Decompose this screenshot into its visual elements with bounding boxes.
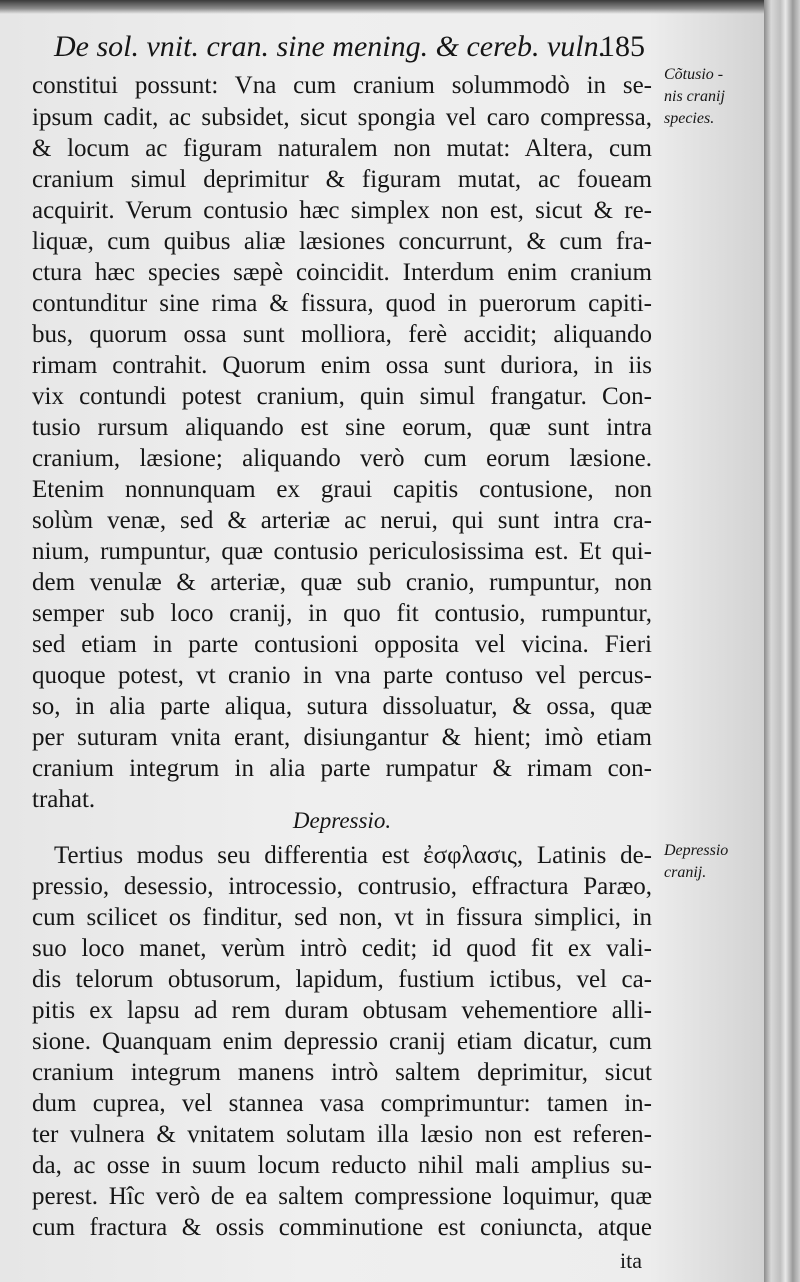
text-line: cranium, læsione; aliquando verò cum eorum læsione.: [32, 445, 652, 472]
text-line: Etenim nonnunquam ex graui capitis contusione, non: [32, 476, 652, 503]
margin-note-contusion: [664, 64, 756, 130]
text-line: sed etiam in parte contusioni opposita vel vicina. Fieri: [32, 631, 652, 658]
text-line: ctura hæc species sæpè coincidit. Interdum enim cranium: [32, 259, 652, 286]
margin-note-line: nis cranij: [664, 88, 725, 105]
text-line: solùm venæ, sed & arteriæ ac nerui, qui sunt intra cra-: [32, 507, 652, 534]
running-title: De sol. vnit. cran. sine mening. & cereb. vuln.: [54, 30, 607, 63]
text-line: cum fractura & ossis comminutione est coniuncta, atque: [32, 1214, 652, 1241]
text-line: & locum ac figuram naturalem non mutat: Altera, cum: [32, 135, 652, 162]
text-line: sione. Quanquam enim depressio cranij etiam dicatur, cum: [32, 1028, 652, 1055]
text-line: bus, quorum ossa sunt molliora, ferè accidit; aliquando: [32, 321, 652, 348]
text-line: pressio, desessio, introcessio, contrusio, effractura Paræo,: [32, 873, 652, 900]
text-line: dem venulæ & arteriæ, quæ sub cranio, rumpuntur, non: [32, 569, 652, 596]
catchword: ita: [620, 1248, 642, 1273]
text-line: ter vulnera & vnitatem solutam illa læsio non est referen-: [32, 1121, 652, 1148]
text-line: cranium integrum manens intrò saltem deprimitur, sicut: [32, 1059, 652, 1086]
text-line: nium, rumpuntur, quæ contusio periculosissima est. Et qui-: [32, 538, 652, 565]
page-top-shadow: [0, 0, 800, 14]
text-line: rimam contrahit. Quorum enim ossa sunt duriora, in iis: [32, 352, 652, 379]
text-line: da, ac osse in suum locum reducto nihil mali amplius su-: [32, 1152, 652, 1179]
margin-note-depression: [664, 840, 756, 884]
text-line: pitis ex lapsu ad rem duram obtusam vehementiore alli-: [32, 997, 652, 1024]
margin-note-line: Cõtusio -: [664, 66, 724, 83]
margin-note-line: Depressio: [664, 842, 729, 859]
text-line: semper sub loco cranij, in quo fit contusio, rumpuntur,: [32, 600, 652, 627]
text-line: liquæ, cum quibus aliæ læsiones concurrunt, & cum fra-: [32, 228, 652, 255]
text-line: cum scilicet os finditur, sed non, vt in fissura simplici, in: [32, 904, 652, 931]
book-spine: [764, 0, 800, 1282]
text-line: vix contundi potest cranium, quin simul frangatur. Con-: [32, 383, 652, 410]
text-line: cranium integrum in alia parte rumpatur & rimam con-: [32, 755, 652, 782]
text-line: Tertius modus seu differentia est ἐσφλασις, Latinis de-: [54, 842, 652, 869]
text-line: contunditur sine rima & fissura, quod in puerorum capiti-: [32, 290, 652, 317]
section-heading: Depressio.: [292, 808, 392, 833]
text-line: cranium simul deprimitur & figuram mutat, ac foueam: [32, 166, 652, 193]
text-line: tusio rursum aliquando est sine eorum, quæ sunt intra: [32, 414, 652, 441]
page-number: 185: [600, 30, 645, 63]
text-line: quoque potest, vt cranio in vna parte contuso vel percus-: [32, 662, 652, 689]
text-line: per suturam vnita erant, disiungantur & hient; imò etiam: [32, 724, 652, 751]
margin-note-line: cranij.: [664, 864, 707, 881]
text-line: ipsum cadit, ac subsidet, sicut spongia vel caro compressa,: [32, 104, 652, 131]
text-line: suo loco manet, verùm intrò cedit; id quod fit ex vali-: [32, 935, 652, 962]
text-line: trahat.: [32, 786, 96, 813]
text-line: dum cuprea, vel stannea vasa comprimuntur: tamen in-: [32, 1090, 652, 1117]
margin-note-line: species.: [664, 110, 715, 127]
text-line: acquirit. Verum contusio hæc simplex non est, sicut & re-: [32, 197, 652, 224]
text-line: so, in alia parte aliqua, sutura dissoluatur, & ossa, quæ: [32, 693, 652, 720]
text-line: constitui possunt: Vna cum cranium solummodò in se-: [32, 72, 652, 99]
running-header: [54, 30, 654, 74]
text-line: dis telorum obtusorum, lapidum, fustium ictibus, vel ca-: [32, 966, 652, 993]
text-line: perest. Hîc verò de ea saltem compressione loquimur, quæ: [32, 1183, 652, 1210]
